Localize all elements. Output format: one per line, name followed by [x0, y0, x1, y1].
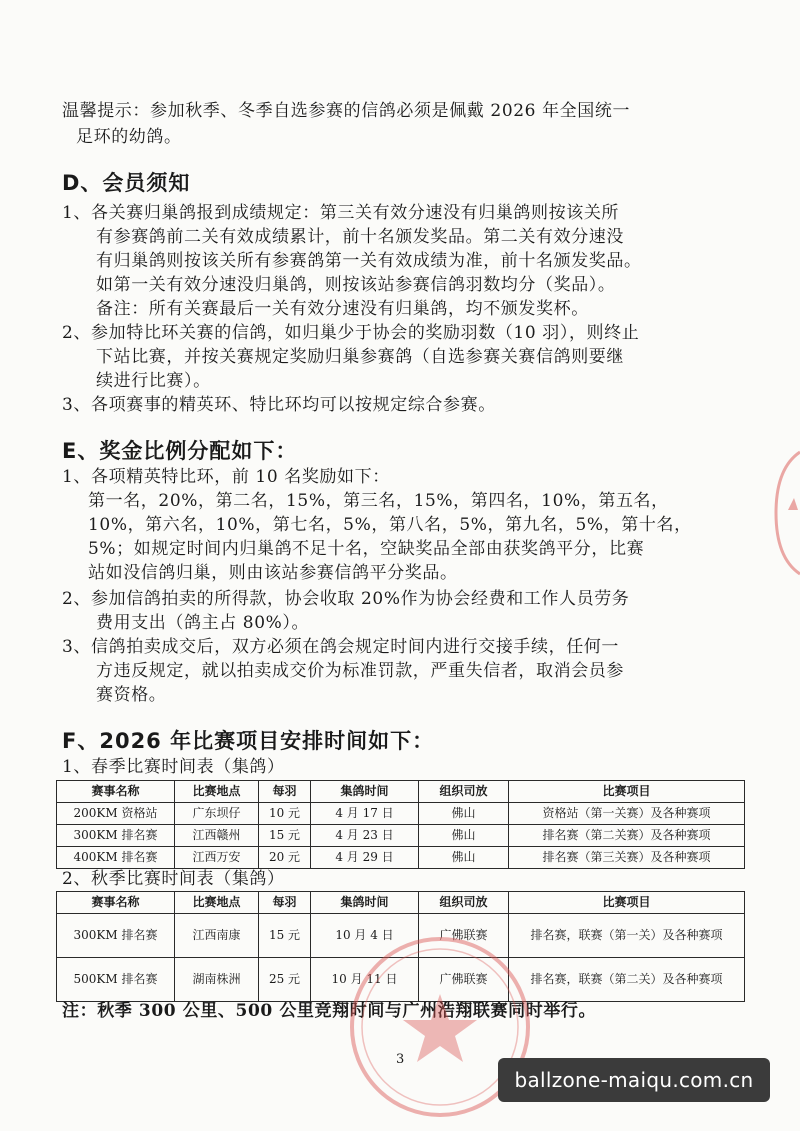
- table-cell: 湖南株洲: [175, 958, 259, 1002]
- table-cell: 排名赛（第三关赛）及各种赛项: [509, 847, 745, 869]
- section-d-heading: D、会员须知: [62, 171, 191, 195]
- header-cell: 集鸽时间: [311, 781, 419, 803]
- header-cell: 比赛地点: [175, 892, 259, 914]
- d-line: 下站比赛，并按关赛规定奖励归巢参赛鸽（自选参赛关赛信鸽则要继: [96, 347, 624, 367]
- edge-stamp: [772, 448, 800, 578]
- spring-schedule-table: [56, 780, 745, 869]
- watermark-badge: ballzone-maiqu.com.cn: [498, 1058, 770, 1102]
- table-cell: 广佛联赛: [419, 914, 509, 958]
- table-cell: 400KM 排名赛: [57, 847, 175, 869]
- d-line: 2、参加特比环关赛的信鸽，如归巢少于协会的奖励羽数（10 羽），则终止: [62, 323, 640, 343]
- table-cell: 500KM 排名赛: [57, 958, 175, 1002]
- d-line: 1、各关赛归巢鸽报到成绩规定：第三关有效分速没有归巢鸽则按该关所: [62, 203, 620, 223]
- table-cell: 排名赛（第二关赛）及各种赛项: [509, 825, 745, 847]
- section-f-heading: F、2026 年比赛项目安排时间如下：: [62, 729, 435, 753]
- table-cell: 300KM 排名赛: [57, 825, 175, 847]
- d-line: 续进行比赛）。: [96, 371, 211, 391]
- table-cell: 4 月 17 日: [311, 803, 419, 825]
- e-line: 费用支出（鸽主占 80%）。: [96, 613, 310, 633]
- table-cell: 10 月 4 日: [311, 914, 419, 958]
- header-cell: 比赛项目: [509, 892, 745, 914]
- header-cell: 比赛项目: [509, 781, 745, 803]
- star-icon: [403, 994, 477, 1062]
- e-line: 第一名，20%，第二名，15%，第三名，15%，第四名，10%，第五名，: [88, 491, 669, 511]
- header-cell: 赛事名称: [57, 781, 175, 803]
- table-cell: 25 元: [259, 958, 311, 1002]
- table-cell: 15 元: [259, 825, 311, 847]
- tip-line-2: 足环的幼鸽。: [76, 127, 182, 147]
- table-cell: 佛山: [419, 803, 509, 825]
- e-line: 站如没信鸽归巢，则由该站参赛信鸽平分奖品。: [88, 563, 458, 583]
- table-cell: 10 月 11 日: [311, 958, 419, 1002]
- table-row: [57, 825, 745, 847]
- table-row: [57, 803, 745, 825]
- table-cell: 资格站（第一关赛）及各种赛项: [509, 803, 745, 825]
- header-cell: 每羽: [259, 892, 311, 914]
- table-cell: 排名赛，联赛（第二关）及各种赛项: [509, 958, 745, 1002]
- e-line: 赛资格。: [96, 685, 167, 705]
- autumn-table-title: 2、秋季比赛时间表（集鸽）: [62, 869, 285, 889]
- table-cell: 排名赛，联赛（第一关）及各种赛项: [509, 914, 745, 958]
- table-cell: 300KM 排名赛: [57, 914, 175, 958]
- e-line: 2、参加信鸽拍卖的所得款，协会收取 20%作为协会经费和工作人员劳务: [62, 589, 630, 609]
- header-cell: 每羽: [259, 781, 311, 803]
- table-header-row: [57, 781, 745, 803]
- section-e-heading: E、奖金比例分配如下：: [62, 439, 298, 463]
- d-line: 3、各项赛事的精英环、特比环均可以按规定综合参赛。: [62, 395, 496, 415]
- tip-line-1: 温馨提示：参加秋季、冬季自选参赛的信鸽必须是佩戴 2026 年全国统一: [62, 101, 631, 121]
- table-cell: 佛山: [419, 825, 509, 847]
- header-cell: 比赛地点: [175, 781, 259, 803]
- table-cell: 佛山: [419, 847, 509, 869]
- table-cell: 200KM 资格站: [57, 803, 175, 825]
- page-number: 3: [396, 1052, 405, 1067]
- d-line: 备注：所有关赛最后一关有效分速没有归巢鸽，均不颁发奖杯。: [96, 299, 589, 319]
- edge-stamp-arc: [776, 452, 800, 574]
- header-cell: 集鸽时间: [311, 892, 419, 914]
- spring-table-title: 1、春季比赛时间表（集鸽）: [62, 757, 285, 777]
- table-cell: 4 月 23 日: [311, 825, 419, 847]
- e-line: 1、各项精英特比环，前 10 名奖励如下：: [62, 467, 390, 487]
- e-line: 方违反规定，就以拍卖成交价为标准罚款，严重失信者，取消会员参: [96, 661, 624, 681]
- table-cell: 广东坝仔: [175, 803, 259, 825]
- table-cell: 4 月 29 日: [311, 847, 419, 869]
- table-cell: 江西万安: [175, 847, 259, 869]
- header-cell: 组织司放: [419, 892, 509, 914]
- header-cell: 赛事名称: [57, 892, 175, 914]
- d-line: 有归巢鸽则按该关所有参赛鸽第一关有效成绩为准，前十名颁发奖品。: [96, 251, 642, 271]
- e-line: 10%，第六名，10%，第七名，5%，第八名，5%，第九名，5%，第十名，: [88, 515, 692, 535]
- table-cell: 江西南康: [175, 914, 259, 958]
- table-header-row: [57, 892, 745, 914]
- e-line: 5%；如规定时间内归巢鸽不足十名，空缺奖品全部由获奖鸽平分，比赛: [88, 539, 645, 559]
- table-cell: 10 元: [259, 803, 311, 825]
- autumn-note: 注：秋季 300 公里、500 公里竞翔时间与广州浩翔联赛同时举行。: [62, 1001, 597, 1021]
- edge-star-icon: [788, 498, 798, 510]
- table-cell: 15 元: [259, 914, 311, 958]
- d-line: 如第一关有效分速没归巢鸽，则按该站参赛信鸽羽数均分（奖品）。: [96, 275, 616, 295]
- table-cell: 广佛联赛: [419, 958, 509, 1002]
- header-cell: 组织司放: [419, 781, 509, 803]
- table-row: [57, 847, 745, 869]
- e-line: 3、信鸽拍卖成交后，双方必须在鸽会规定时间内进行交接手续，任何一: [62, 637, 620, 657]
- table-cell: 江西赣州: [175, 825, 259, 847]
- d-line: 有参赛鸽前二关有效成绩累计，前十名颁发奖品。第二关有效分速没: [96, 227, 624, 247]
- table-cell: 20 元: [259, 847, 311, 869]
